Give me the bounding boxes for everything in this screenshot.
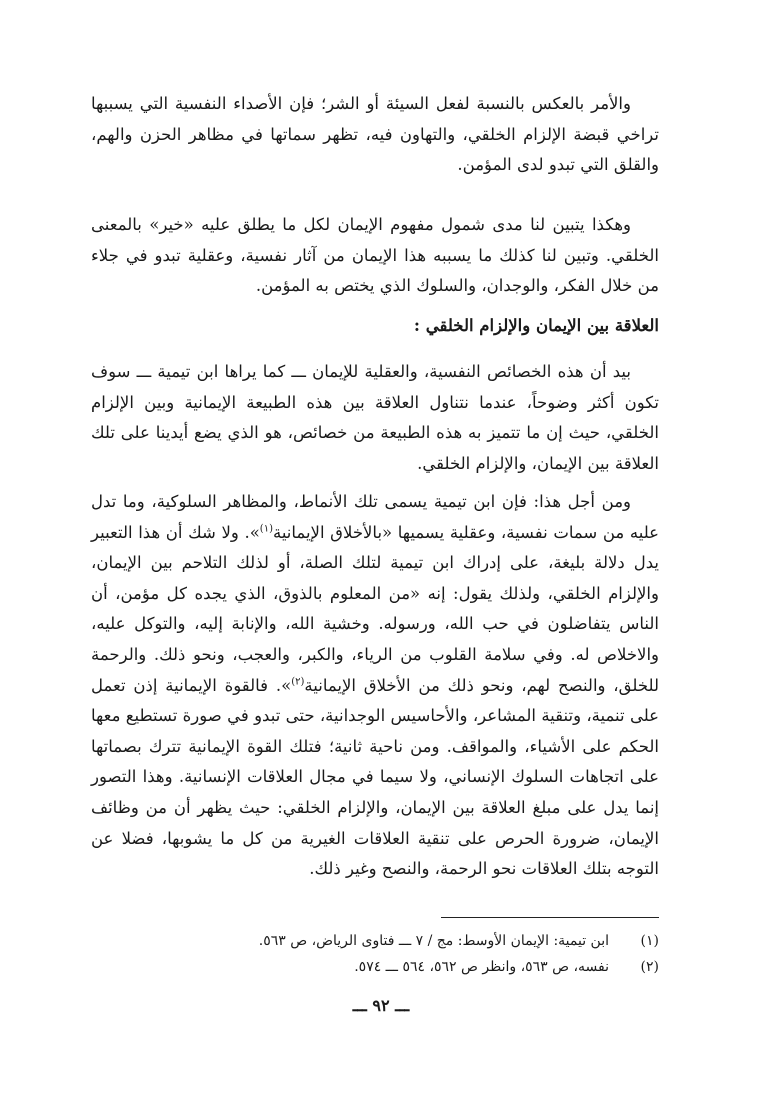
paragraph-text: وهكذا يتبين لنا مدى شمول مفهوم الإيمان لكل ما يطلق عليه «خير» بالمعنى الخلقي. وتبين لنا كذلك ما يسببه هذا الإيمان من آثار نفسية، وعقلية تبدو في جلاء من خلال الفكر، والوجدان، والسلوك الذي يختص به المؤمن. bbox=[91, 215, 659, 296]
paragraph-text-part-2: ». ولا شك أن هذا التعبير يدل دلالة بليغة، على إدراك ابن تيمية لتلك الصلة، أو لذلك التلاحم بين الإيمان، والإلزام الخلقي، ولذلك يقول: إنه «من المعلوم بالذوق، الذي يجده كل مؤمن، أن الناس يتفاضلون في حب الله، ورسوله. وخشية الله، والإنابة إليه، والتوكل عليه، والاخلاص له. وفي سلامة القلوب من الرياء، والكبر، والعجب، ونحو ذلك. والرحمة للخلق، والنصح لهم، ونحو ذلك من الأخلاق الإيمانية bbox=[91, 522, 660, 695]
paragraph-bad-deeds bbox=[91, 89, 659, 181]
footnote-divider bbox=[441, 917, 659, 918]
footnote-number: (١) bbox=[640, 933, 659, 949]
paragraph-text: والأمر بالعكس بالنسبة لفعل السيئة أو الشر؛ فإن الأصداء النفسية التي يسببها تراخي قبضة الإلزام الخلقي، والتهاون فيه، تظهر سماتها في مظاهر الحزن والهم، والقلق التي تبدو لدى المؤمن. bbox=[91, 94, 659, 175]
paragraph-text-part-3: ». فالقوة الإيمانية إذن تعمل على تنمية، وتنقية المشاعر، والأحاسيس الوجدانية، حتى تبدو في صورة تستطيع معها الحكم على الأشياء، والمواقف. ومن ناحية ثانية؛ فتلك القوة الإيمانية تترك بصماتها على اتجاهات السلوك الإنساني، ولا سيما في مجال العلاقات الإنسانية. وهذا التصور إنما يدل على مبلغ العلاقة بين الإيمان، والإلزام الخلقي: حيث يظهر أن من وظائف الإيمان، ضرورة الحرص على تنقية العلاقات الغيرية من كل ما يشوبها، فضلا عن التوجه بتلك العلاقات نحو الرحمة، والنصح وغير ذلك. bbox=[91, 675, 659, 879]
footnote-1 bbox=[91, 928, 659, 954]
section-heading: العلاقة بين الإيمان والإلزام الخلقي : bbox=[413, 316, 659, 335]
footnote-2 bbox=[91, 954, 659, 980]
footnote-text: ابن تيمية: الإيمان الأوسط: مج / ٧ ـــ فتاوى الرياض، ص ٥٦٣. bbox=[258, 933, 609, 949]
paragraph-text: بيد أن هذه الخصائص النفسية، والعقلية للإيمان ـــ كما يراها ابن تيمية ـــ سوف تكون أكثر وضوحاً، عندما نتناول العلاقة بين هذه الطبيعة الإيمانية وبين الإلزام الخلقي، حيث إن ما تتميز به هذه الطبيعة من خصائص، هو الذي يضع أيدينا على تلك العلاقة بين الإيمان، والإلزام الخلقي. bbox=[91, 362, 659, 473]
footnote-text: نفسه، ص ٥٦٣، وانظر ص ٥٦٢، ٥٦٤ ـــ ٥٧٤. bbox=[354, 959, 609, 975]
footnote-number: (٢) bbox=[640, 959, 659, 975]
paragraph-text-part-1: ومن أجل هذا: فإن ابن تيمية يسمى تلك الأنماط، والمظاهر السلوكية، وما تدل عليه من سمات نفسية، وعقلية يسميها «بالأخلاق الإيمانية bbox=[91, 492, 660, 542]
footnote-ref-2[interactable]: (٢) bbox=[291, 676, 305, 688]
paragraph-faith-scope bbox=[91, 210, 659, 302]
paragraph-faith-properties bbox=[91, 357, 659, 479]
page-number: ـــ ٩٢ ـــ bbox=[352, 996, 410, 1015]
footnotes bbox=[91, 928, 659, 980]
paragraph-faith-ethics bbox=[91, 487, 659, 885]
footnote-ref-1[interactable]: (١) bbox=[259, 523, 273, 535]
